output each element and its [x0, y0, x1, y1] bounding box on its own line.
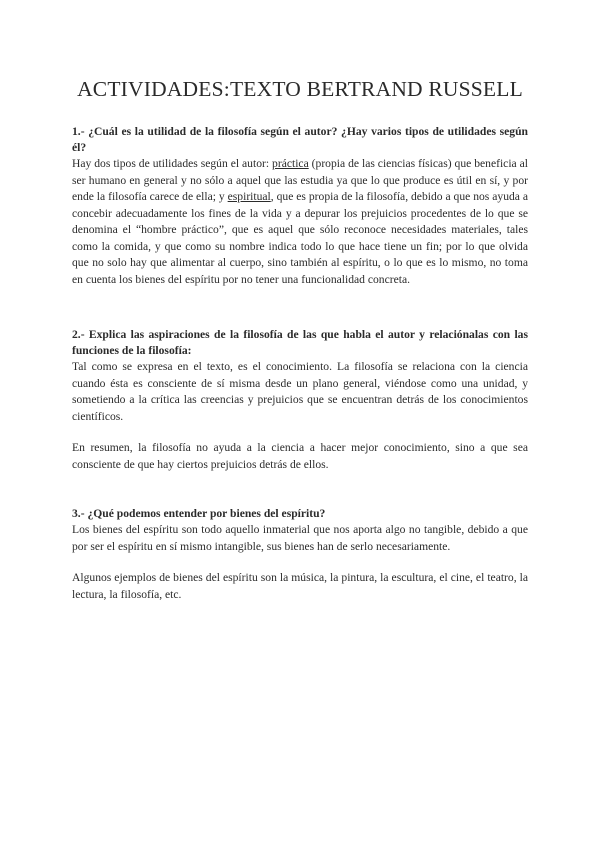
- paragraph-gap: [72, 555, 528, 570]
- document-title: ACTIVIDADES:TEXTO BERTRAND RUSSELL: [77, 77, 523, 101]
- answer-1-underlined-espiritual: espiritual: [227, 190, 271, 203]
- answer-3-paragraph-1: Los bienes del espíritu son todo aquello inmaterial que nos aporta algo no tangible, debido a que por ser el espíritu en sí mismo intangible, sus bienes han de serlo necesariamente.: [72, 523, 528, 553]
- section-1: [72, 124, 528, 288]
- question-3: 3.- ¿Qué podemos entender por bienes del espíritu?: [72, 507, 326, 520]
- answer-1-underlined-practica: práctica: [272, 157, 309, 170]
- answer-1: [72, 156, 528, 288]
- document-page: [72, 0, 528, 603]
- answer-1-text-e: , que es propia de la filosofía, debido a que nos ayuda a concebir adecuadamente los fines de la vida y a depurar los prejuicios procedentes de lo que se denomina el “hombre práctico”, que es aquel que sólo reconoce necesidades materiales, tales como la comida, y que como su nombre indica todo lo que hace tiene un fin; por lo que olvida que no solo hay que alimentar al cuerpo, sino también al espíritu, o lo que es lo mismo, no toma en cuenta los bienes del espíritu por no tener una funcionalidad concreta.: [72, 190, 528, 286]
- question-2: 2.- Explica las aspiraciones de la filosofía de las que habla el autor y relaciónalas con las funciones de la filosofía:: [72, 328, 528, 357]
- answer-1-text-a: Hay dos tipos de utilidades según el autor:: [72, 157, 273, 170]
- answer-1-text-c: (propia de las ciencias físicas) que beneficia al ser humano en general y no sólo a aquel que las estudia ya que lo que produce es útil en sí, y por ende la filosofía carece de ella; y: [72, 157, 528, 203]
- section-2: [72, 327, 528, 473]
- answer-2-paragraph-2: En resumen, la filosofía no ayuda a la ciencia a hacer mejor conocimiento, sino a que sea consciente de que hay ciertos prejuicios detrás de ellos.: [72, 441, 528, 471]
- answer-2-paragraph-1: Tal como se expresa en el texto, es el conocimiento. La filosofía se relaciona con la ciencia cuando ésta es consciente de sí misma desde un plano general, viéndose como una unidad, y sometiendo a la crítica las creencias y prejuicios que se encuentran detrás de los conocimientos científicos.: [72, 360, 528, 423]
- section-3: [72, 506, 528, 603]
- paragraph-gap: [72, 425, 528, 440]
- answer-3-paragraph-2: Algunos ejemplos de bienes del espíritu son la música, la pintura, la escultura, el cine, el teatro, la lectura, la filosofía, etc.: [72, 571, 528, 601]
- question-1: 1.- ¿Cuál es la utilidad de la filosofía según el autor? ¿Hay varios tipos de utilidades según él?: [72, 125, 528, 154]
